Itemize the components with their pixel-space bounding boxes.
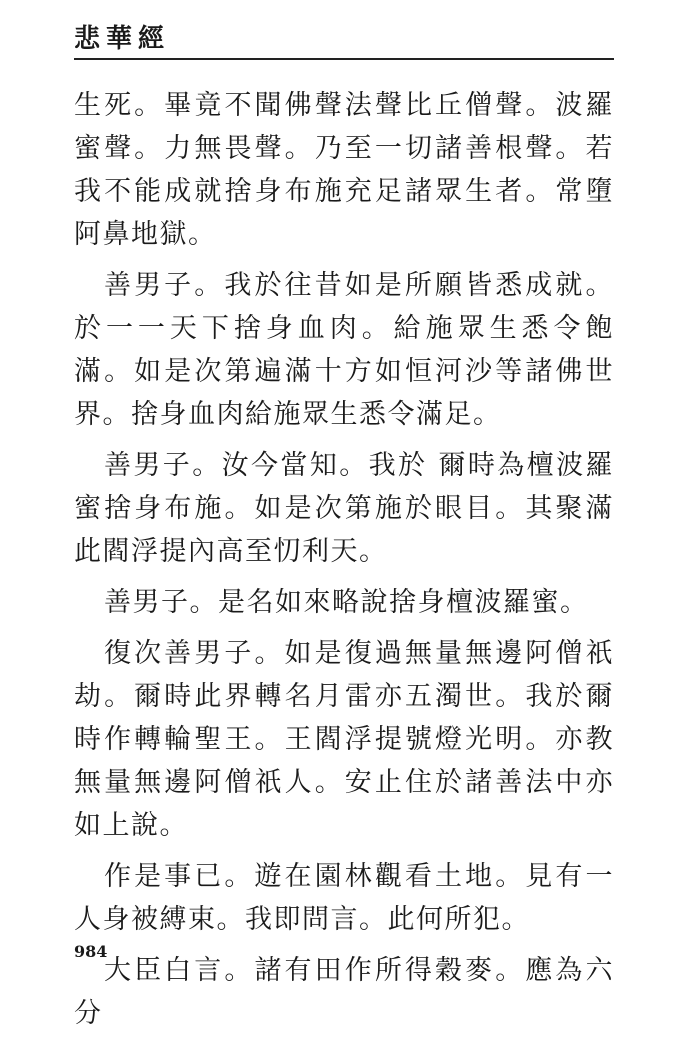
paragraph: 生死。畢竟不聞佛聲法聲比丘僧聲。波羅蜜聲。力無畏聲。乃至一切諸善根聲。若我不能成就捨身布施充足諸眾生者。常墮阿鼻地獄。	[74, 90, 614, 250]
main-text	[74, 84, 614, 1043]
page-number: 984	[74, 942, 108, 961]
paragraph: 大臣白言。諸有田作所得穀麥。應為六分	[74, 955, 614, 1029]
paragraph: 善男子。是名如來略說捨身檀波羅蜜。	[104, 587, 589, 618]
running-header	[74, 18, 614, 62]
paragraph: 善男子。我於往昔如是所願皆悉成就。於一一天下捨身血肉。給施眾生悉令飽滿。如是次第遍滿十方如恒河沙等諸佛世界。捨身血肉給施眾生悉令滿足。	[74, 270, 614, 430]
paragraph: 復次善男子。如是復過無量無邊阿僧祇劫。爾時此界轉名月雷亦五濁世。我於爾時作轉輪聖王。王閻浮提號燈光明。亦教無量無邊阿僧祇人。安止住於諸善法中亦如上說。	[74, 638, 614, 841]
paragraph: 善男子。汝今當知。我於 爾時為檀波羅蜜捨身布施。如是次第施於眼目。其聚滿此閻浮提內高至忉利天。	[74, 450, 614, 567]
paragraph: 作是事已。遊在園林觀看土地。見有一人身被縛束。我即問言。此何所犯。	[74, 861, 614, 935]
book-title: 悲華經	[74, 24, 171, 54]
header-divider	[74, 58, 614, 60]
